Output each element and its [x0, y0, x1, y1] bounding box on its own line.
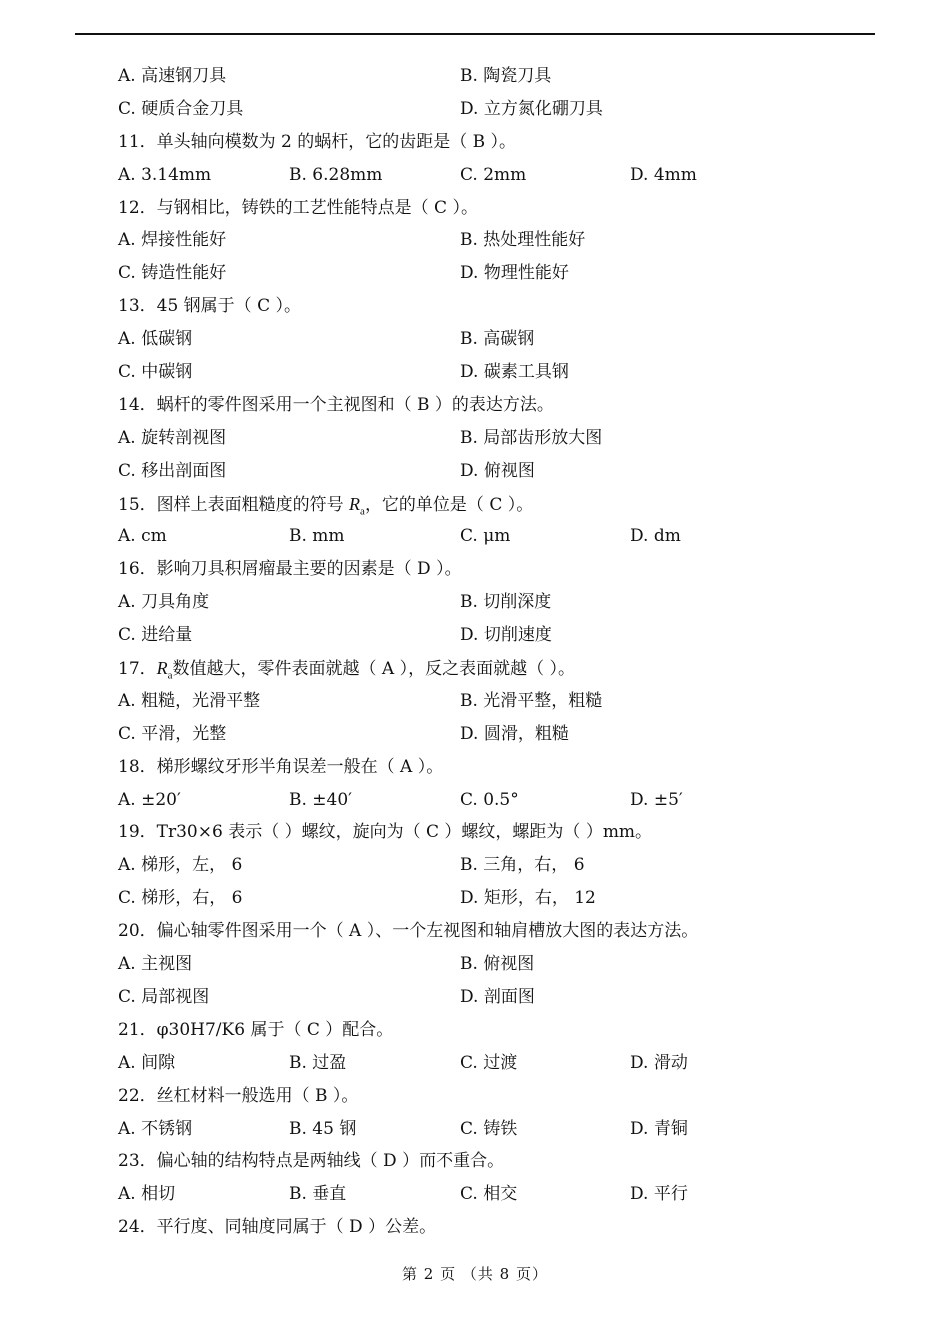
answer-option: C. 硬质合金刀具: [118, 98, 244, 119]
answer-option: A. 不锈钢: [118, 1118, 193, 1139]
question-list: [118, 60, 878, 1244]
answer-option: D. 矩形，右， 12: [460, 888, 596, 909]
option-row: [118, 224, 878, 257]
answer-option: B. 高碳钢: [460, 329, 535, 350]
answer-option: A. 刀具角度: [118, 592, 210, 613]
answer-option: B. 局部齿形放大图: [460, 427, 603, 448]
question-text: 21．φ30H7/K6 属于（ C ）配合。: [118, 1019, 394, 1040]
question-text: 19．Tr30×6 表示（ ）螺纹，旋向为（ C ）螺纹，螺距为（ ）mm。: [118, 822, 653, 843]
option-row: [118, 1178, 878, 1211]
answer-option: C. 2mm: [460, 164, 527, 185]
answer-option: C. 过渡: [460, 1052, 518, 1073]
roughness-symbol: [349, 493, 365, 518]
answer-option: D. 碳素工具钢: [460, 362, 569, 383]
answer-option: B. 光滑平整，粗糙: [460, 690, 603, 711]
question-prefix: 17．: [118, 659, 157, 680]
question-suffix: ，它的单位是（ C ）。: [364, 494, 534, 515]
option-row: [118, 948, 878, 981]
option-row: [118, 1047, 878, 1080]
answer-option: B. 切削深度: [460, 592, 552, 613]
option-row: [118, 520, 878, 553]
roughness-symbol-letter: R: [156, 658, 168, 679]
question-suffix: 数值越大，零件表面就越（ A ），反之表面就越（ ）。: [172, 659, 576, 680]
question-text: 14．蜗杆的零件图采用一个主视图和（ B ）的表达方法。: [118, 394, 554, 415]
answer-option: B. 三角，右， 6: [460, 855, 585, 876]
answer-option: A. 低碳钢: [118, 329, 193, 350]
question-text: 12．与钢相比，铸铁的工艺性能特点是（ C ）。: [118, 197, 478, 218]
answer-option: D. 切削速度: [460, 625, 552, 646]
question-text: 18．梯形螺纹牙形半角误差一般在（ A ）。: [118, 756, 444, 777]
option-row: [118, 356, 878, 389]
answer-option: D. dm: [630, 526, 681, 547]
answer-option: D. 青铜: [630, 1118, 688, 1139]
option-row: [118, 981, 878, 1014]
roughness-symbol-subscript: a: [360, 505, 365, 518]
answer-option: C. 进给量: [118, 625, 193, 646]
answer-option: A. 旋转剖视图: [118, 427, 227, 448]
answer-option: D. 剖面图: [460, 986, 535, 1007]
option-row: [118, 422, 878, 455]
answer-option: B. 陶瓷刀具: [460, 66, 552, 86]
answer-option: A. 间隙: [118, 1052, 176, 1073]
question-text: 13．45 钢属于（ C ）。: [118, 296, 301, 317]
answer-option: B. 6.28mm: [289, 164, 383, 185]
answer-option: D. 立方氮化硼刀具: [460, 98, 603, 119]
answer-option: D. 圆滑，粗糙: [460, 723, 569, 744]
answer-option: C. 铸铁: [460, 1118, 518, 1139]
question-text: 22．丝杠材料一般选用（ B ）。: [118, 1085, 359, 1106]
question-text: 20．偏心轴零件图采用一个（ A ）、一个左视图和轴肩槽放大图的表达方法。: [118, 921, 699, 942]
answer-option: B. 热处理性能好: [460, 230, 586, 251]
option-row: [118, 685, 878, 718]
answer-option: A. 主视图: [118, 954, 193, 975]
answer-option: D. 平行: [630, 1184, 688, 1205]
option-row: [118, 619, 878, 652]
roughness-symbol-letter: R: [349, 493, 361, 514]
answer-option: B. 俯视图: [460, 954, 535, 975]
answer-option: A. 3.14mm: [118, 164, 212, 185]
option-row: [118, 784, 878, 817]
question-text: 11．单头轴向模数为 2 的蜗杆，它的齿距是（ B ）。: [118, 131, 517, 152]
answer-option: C. 相交: [460, 1184, 518, 1205]
option-row: [118, 257, 878, 290]
answer-option: D. 4mm: [630, 164, 697, 185]
answer-option: C. 移出剖面图: [118, 460, 227, 481]
option-row: [118, 849, 878, 882]
answer-option: C. 0.5°: [460, 789, 519, 810]
option-row: [118, 1113, 878, 1146]
answer-option: C. 平滑，光整: [118, 723, 227, 744]
option-row: [118, 586, 878, 619]
question-prefix: 15．图样上表面粗糙度的符号: [118, 494, 350, 515]
answer-option: A. 焊接性能好: [118, 230, 227, 251]
answer-option: B. 过盈: [289, 1052, 347, 1073]
option-row: [118, 93, 878, 126]
question-text: [118, 488, 878, 521]
answer-option: C. 铸造性能好: [118, 263, 227, 284]
answer-option: A. 梯形，左， 6: [118, 855, 243, 876]
answer-option: B. 45 钢: [289, 1118, 357, 1139]
option-row: [118, 323, 878, 356]
option-row: [118, 159, 878, 192]
option-row: [118, 882, 878, 915]
answer-option: A. 相切: [118, 1184, 176, 1205]
answer-option: B. ±40′: [289, 789, 353, 810]
question-text: [118, 652, 878, 685]
answer-option: A. 粗糙，光滑平整: [118, 690, 261, 711]
answer-option: D. 滑动: [630, 1052, 688, 1073]
answer-option: A. cm: [118, 526, 167, 547]
option-row: [118, 60, 878, 93]
page-footer: 第 2 页 （共 8 页）: [402, 1265, 548, 1283]
roughness-symbol: [156, 658, 173, 682]
answer-option: C. 局部视图: [118, 986, 210, 1007]
answer-option: C. μm: [460, 526, 511, 547]
answer-option: D. ±5′: [630, 789, 683, 810]
answer-option: C. 梯形，右， 6: [118, 888, 243, 909]
option-row: [118, 718, 878, 751]
answer-option: A. 高速钢刀具: [118, 66, 227, 86]
question-text: 24．平行度、同轴度同属于（ D ）公差。: [118, 1217, 437, 1238]
header-rule: [75, 33, 875, 35]
answer-option: D. 俯视图: [460, 460, 535, 481]
question-text: 16．影响刀具积屑瘤最主要的因素是（ D ）。: [118, 559, 462, 580]
answer-option: B. mm: [289, 526, 345, 547]
answer-option: C. 中碳钢: [118, 362, 193, 383]
answer-option: B. 垂直: [289, 1184, 347, 1205]
question-text: 23．偏心轴的结构特点是两轴线（ D ）而不重合。: [118, 1151, 505, 1172]
answer-option: A. ±20′: [118, 789, 181, 810]
option-row: [118, 455, 878, 488]
roughness-symbol-subscript: a: [167, 669, 173, 682]
answer-option: D. 物理性能好: [460, 263, 569, 284]
